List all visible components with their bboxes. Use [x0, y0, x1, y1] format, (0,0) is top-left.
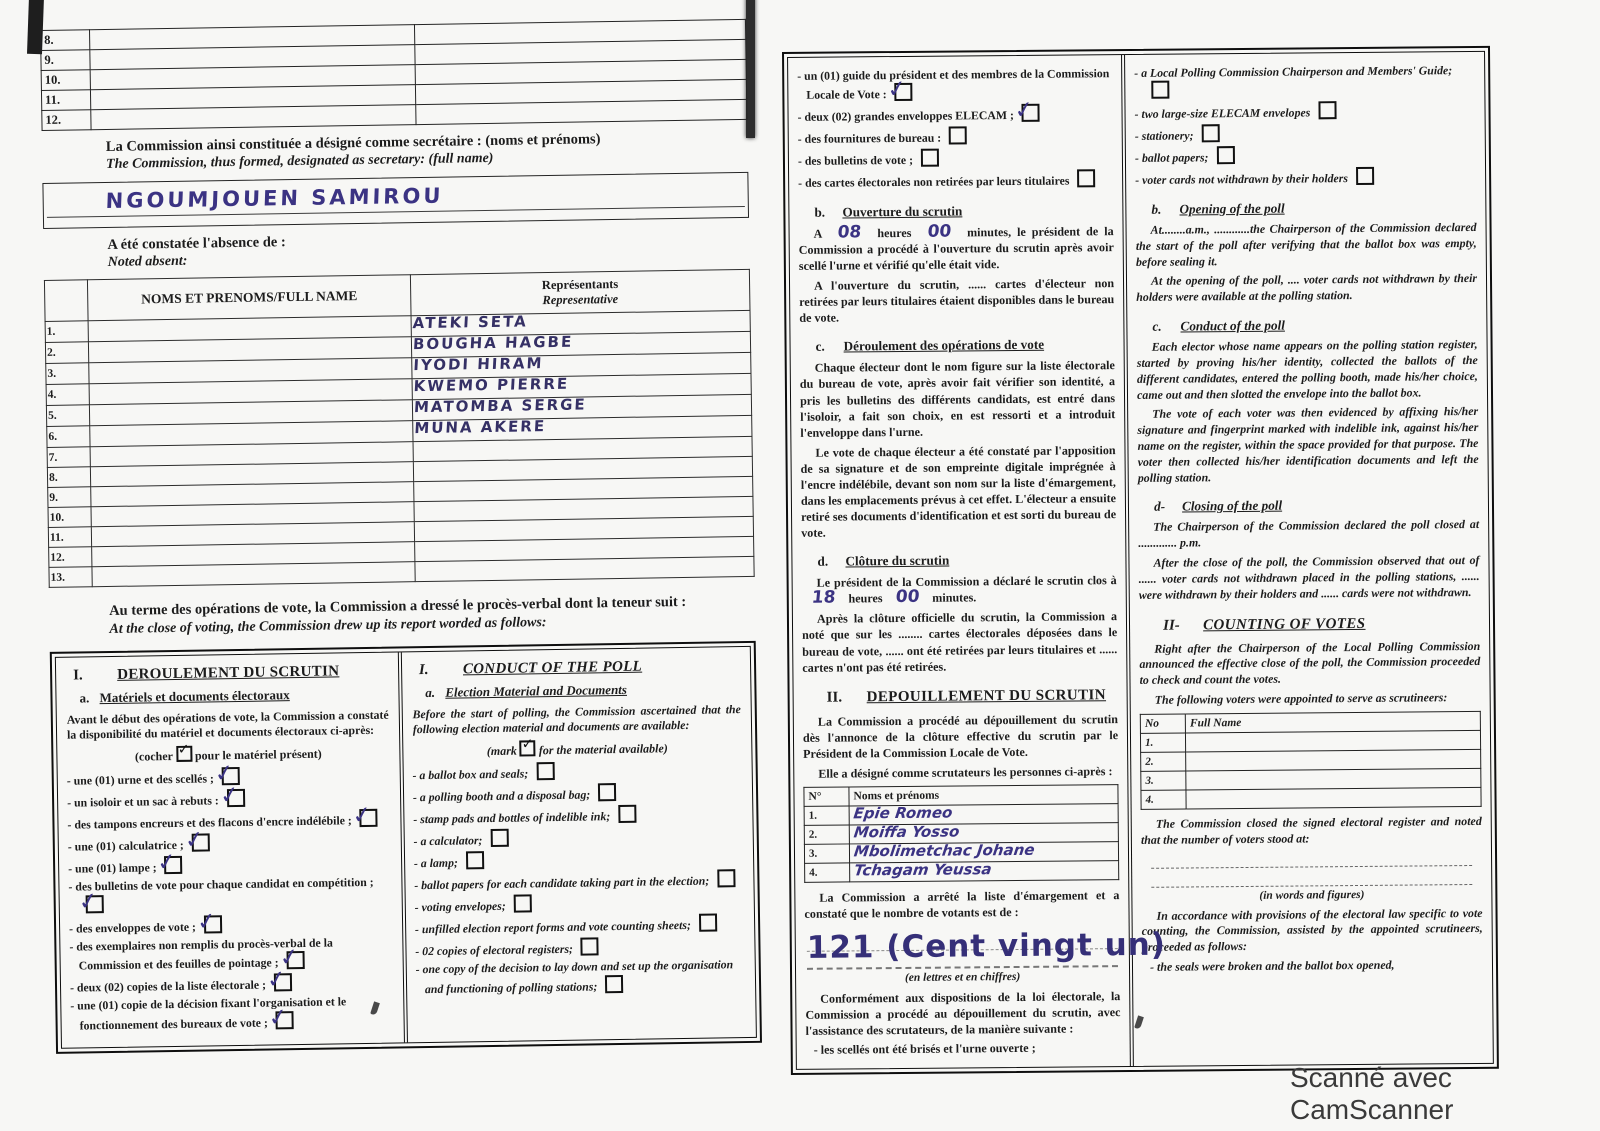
members-table-continued [40, 19, 747, 131]
checkbox-icon [490, 829, 508, 847]
checklist-item [68, 830, 392, 855]
checklist-item [413, 803, 743, 828]
closing-paragraph-fr: Le président de la Commission a déclaré le scrutin clos à 18 heures 00 minutes. [810, 573, 1117, 609]
section-title-en: I. CONDUCT OF THE POLL [418, 658, 643, 679]
heading-conduct-en: c. Conduct of the poll [1152, 317, 1285, 334]
checkbox-icon [274, 973, 292, 991]
handwritten-name: MATOMBA SERGE [413, 395, 588, 417]
handwritten-name: Moiffa Yosso [852, 822, 961, 842]
item-label: - a polling booth and a disposal bag; [413, 787, 591, 804]
item-label: - des exemplaires non remplis du procès-verbal de la Commission et des feuilles de pointage ; [69, 935, 333, 973]
checklist-item [414, 847, 744, 872]
opening-cards-paragraph-fr: A l'ouverture du scrutin, ...... cartes d'électeur non retirées par leurs titulaires étaient disponibles dans le bureau de vote. [799, 276, 1115, 326]
table-row: 3. Mbolimetchac Johane [804, 842, 1118, 864]
handwritten-name: KWEMO PIERRE [413, 374, 570, 396]
table-header: No Full Name [1140, 711, 1480, 733]
heading-closing-fr: d. Clôture du scrutin [817, 552, 950, 569]
table-row: 13. [49, 556, 754, 587]
scrutineer-cell [850, 861, 1119, 882]
item-label: - une (01) lampe ; [68, 860, 157, 875]
checklist-item [67, 786, 391, 811]
checkbox-icon [164, 856, 182, 874]
checkbox-icon [466, 851, 484, 869]
secretary-label-fr: La Commission ainsi constituée a désigné comme secrétaire : (noms et prénoms) [105, 131, 601, 155]
checkbox-icon [1151, 81, 1169, 99]
checklist-item [413, 781, 743, 806]
absent-label-en: Noted absent: [107, 253, 188, 270]
opening-paragraph-fr: A 08 heures 00 minutes, le président de la Commission a procédé à l'ouverture du scrutin après avoir scellé l'urne et vérifié qu'elle était vide. [798, 221, 1114, 273]
checklist-item [412, 759, 742, 784]
seals-bullet-fr: - les scellés ont été brisés et l'urne ouverte ; [813, 1041, 1036, 1058]
counting-procedure-paragraph-fr: Conformément aux dispositions de la loi électorale, la Commission a procédé au dépouillement du scrutin, avec l'assistance des scrutateurs, de la manière suivante : [805, 989, 1121, 1039]
item-label: - des bulletins de vote pour chaque candidat en compétition ; [68, 875, 373, 894]
checkbox-icon [204, 915, 222, 933]
counting-paragraph2-en: The following voters were appointed to serve as scrutineers: [1154, 690, 1448, 707]
table-row: 6. MUNA AKERE [47, 415, 752, 447]
checklist-item [67, 808, 391, 833]
checklist-item [415, 913, 745, 938]
item-label: - deux (02) copies de la liste électorale ; [70, 978, 266, 995]
checkbox-icon [1022, 104, 1040, 122]
subsection-title-fr: a. Matériels et documents électoraux [79, 687, 290, 706]
conduct-paragraph2-fr: Le vote de chaque électeur a été constaté par l'apposition de sa signature et de son empreinte digitale imprégnée à l'encre indélébile, devant son nom sur la liste d'émargement, dans les emplacements prévus à cet effet. L'électeur a ensuite retiré ses documents d'identification et est sorti du bureau de vote. [800, 442, 1117, 540]
checklist-item [798, 147, 1113, 169]
header-fullname: NOMS ET PRENOMS/FULL NAME [87, 275, 411, 321]
closing-cards-paragraph-en: After the close of the poll, the Commission observed that out of ...... voter cards not withdrawn placed in the polling stations, ...... were withdrawn by their holders and ...... cards were not withdrawn. [1138, 553, 1480, 602]
checked-box-icon [520, 740, 536, 756]
secretary-name-box [42, 172, 749, 229]
closing-cards-paragraph-fr: Après la clôture officielle du scrutin, la Commission a noté que sur les ........ cartes électorales déposées dans le bureau de vote, ...... ont été retirées par leurs titulaires et ...... cartes n'ont pas été retirées. [802, 609, 1118, 675]
checked-box-icon [176, 745, 192, 761]
empty-cell [91, 105, 416, 130]
handwritten-name: ATEKI SETA [412, 312, 529, 333]
checklist-item [68, 875, 392, 915]
item-label: - stationery; [1135, 129, 1194, 144]
conduct-paragraph2-en: The vote of each voter was then evidenced by affixing his/her signature and fingerprint marked with indelible ink, against his/her name on the register, within the space provided for that purpose. The voter then collected his/her identification documents and left the polling station. [1137, 404, 1479, 485]
seals-bullet-en: - the seals were broken and the ballot box opened, [1150, 957, 1395, 974]
checklist-item [70, 972, 394, 997]
table-row: 10. [48, 496, 753, 527]
checkbox-icon [286, 951, 304, 969]
checkbox-icon [1077, 170, 1095, 188]
poll-report-box [782, 46, 1499, 1076]
heading-conduct-fr: c. Déroulement des opérations de vote [815, 337, 1045, 355]
conduct-box-english-column [401, 647, 756, 1042]
item-label: - a calculator; [414, 833, 483, 848]
checkbox-icon [360, 809, 378, 827]
heading-opening-en: b. Opening of the poll [1151, 200, 1285, 217]
scrutineers-table-en [1140, 711, 1482, 810]
conduct-paragraph1-en: Each elector whose name appears on the polling station register, started by proving his/her identity, collected the ballots of the different candidates, entered the polling booth, made his/her choice, came out and then slotted the envelope into the ballot box. [1136, 336, 1478, 402]
checklist-item [414, 869, 744, 894]
checklist-item [1135, 122, 1476, 145]
checkbox-icon [598, 783, 616, 801]
mark-instruction-en: (mark ✓ for the material available) [412, 737, 742, 760]
checkbox-icon [895, 83, 913, 101]
table-row: 1. [1141, 730, 1481, 752]
item-label: - une (01) calculatrice ; [68, 838, 184, 854]
checkbox-icon [949, 127, 967, 145]
checklist-item [1135, 100, 1476, 123]
row-number: 10. [41, 70, 90, 91]
checkbox-icon [86, 895, 104, 913]
right-page [782, 46, 1499, 1076]
item-label: - ballot papers; [1135, 151, 1209, 166]
item-label: - des cartes électorales non retirées par leurs titulaires [798, 174, 1069, 190]
checkbox-icon [227, 789, 245, 807]
table-row: 4. Tchagam Yeussa [805, 861, 1119, 883]
counting-paragraph2-fr: Elle a désigné comme scrutateurs les personnes ci-après : [818, 764, 1113, 781]
header-empty [44, 280, 88, 322]
item-label: - une (01) copie de la décision fixant l'organisation et le fonctionnement des bureaux de vote ; [70, 995, 346, 1033]
empty-cell [416, 99, 747, 124]
closing-note-fr: Au terme des opérations de vote, la Commission a dressé le procès-verbal dont la teneur suit : [109, 593, 687, 619]
absent-table [44, 269, 755, 588]
item-label: - un (01) guide du président et des membres de la Commission Locale de Vote : [797, 66, 1109, 102]
heading-counting-en: II- COUNTING OF VOTES [1163, 615, 1366, 634]
voters-count-paragraph-en: The Commission closed the signed electoral register and noted that the number of voters stood at: [1140, 813, 1482, 847]
checklist-item [69, 934, 393, 974]
intro-paragraph-fr: Avant le début des opérations de vote, la Commission a constaté la disponibilité du matériel et documents électoraux ci-après: [66, 707, 389, 742]
checkbox-icon [192, 833, 210, 851]
checkbox-icon [581, 937, 599, 955]
checklist-item [1134, 62, 1475, 100]
blank-line [1151, 869, 1472, 888]
checkbox-icon [618, 805, 636, 823]
checkbox-icon [699, 914, 717, 932]
checklist-item [414, 891, 744, 916]
table-row: 2. BOUGHA HAGBE [45, 331, 750, 363]
absent-label-fr: A été constatée l'absence de : [107, 234, 286, 253]
item-label: - voter cards not withdrawn by their holders [1135, 171, 1348, 187]
row-number: 9. [41, 50, 90, 71]
header-representative: Représentants Representative [410, 269, 750, 315]
subsection-title-en: a. Election Material and Documents [425, 681, 628, 701]
item-label: - des fournitures de bureau : [798, 131, 942, 146]
handwritten-name: Epie Romeo [852, 803, 954, 823]
checklist-item [70, 994, 394, 1034]
checkbox-icon [276, 1011, 294, 1029]
checklist-item [69, 912, 393, 937]
item-label: - stamp pads and bottles of indelible ink; [413, 809, 610, 826]
table-row: 7. [47, 436, 752, 467]
counting-paragraph1-fr: La Commission a procédé au dépouillement du scrutin dès l'annonce de la clôture effective du scrutin par le Président de la Commission Locale de Vote. [802, 711, 1119, 761]
checklist-item [797, 66, 1112, 104]
item-label: - un isoloir et un sac à rebuts : [67, 793, 219, 809]
handwritten-name: MUNA AKERE [413, 417, 547, 438]
closing-note-en: At the close of voting, the Commission drew up its report worded as follows: [109, 615, 547, 637]
report-french-column [788, 55, 1167, 1069]
item-label: - des tampons encreurs et des flacons d'encre indélébile ; [67, 813, 352, 831]
secretary-label-en: The Commission, thus formed, designated as secretary: (full name) [106, 150, 494, 172]
table-row: 11. [48, 516, 753, 547]
table-row: 3. IYODI HIRAM [46, 352, 751, 384]
item-label: - une (01) urne et des scellés ; [67, 771, 214, 787]
checklist-item [1135, 144, 1476, 167]
conduct-box [50, 641, 762, 1054]
checklist-item [68, 852, 392, 877]
table-row: 2. Moiffa Yosso [804, 823, 1118, 845]
report-english-column [1124, 52, 1493, 1066]
item-label: - des enveloppes de vote ; [69, 919, 196, 935]
item-label: - ballot papers for each candidate taking part in the election; [414, 874, 709, 893]
opening-cards-paragraph-en: At the opening of the poll, .... voter cards not withdrawn by their holders were available at the polling station. [1136, 271, 1478, 305]
counting-procedure-paragraph-en: In accordance with provisions of the electoral law specific to vote counting, the Commission, assisted by the appointed scrutineers, proceeded as follows: [1141, 905, 1483, 955]
table-row: 1. Epie Romeo [804, 804, 1118, 826]
heading-closing-en: d- Closing of the poll [1153, 498, 1283, 515]
intro-paragraph-en: Before the start of polling, the Commission ascertained that the following election material and documents are available: [412, 702, 741, 737]
caption-words-figures-en: (in words and figures) [1259, 888, 1365, 902]
item-label: - deux (02) grandes enveloppes ELECAM ; [798, 108, 1014, 124]
checklist-item [415, 935, 745, 960]
item-label: - a lamp; [414, 855, 458, 870]
checklist-item [798, 169, 1113, 191]
closing-paragraph-en: The Chairperson of the Commission declared the poll closed at ............. p.m. [1138, 517, 1480, 551]
checkbox-icon [1216, 146, 1234, 164]
voters-count-paragraph-fr: La Commission a arrêté la liste d'émargement et a constaté que le nombre de votants est de : [804, 888, 1120, 921]
heading-opening-fr: b. Ouverture du scrutin [814, 203, 963, 220]
row-number: 11. [41, 90, 90, 111]
checkbox-icon [536, 762, 554, 780]
table-row: 3. [1141, 768, 1481, 790]
table-header: N° Noms et prénoms [804, 785, 1118, 807]
opening-paragraph-en: At........a.m., ............the Chairperson of the Commission declared the start of the poll after verifying that the ballot box was empty, before sealing it. [1135, 219, 1477, 269]
checkbox-icon [514, 894, 532, 912]
checkbox-icon [605, 975, 623, 993]
item-label: - voting envelopes; [415, 899, 506, 914]
checkbox-icon [1201, 124, 1219, 142]
checkbox-icon [1318, 101, 1336, 119]
checklist-item [1135, 166, 1476, 189]
caption-words-figures-fr: (en lettres et en chiffres) [904, 971, 1021, 985]
voters-count-line [806, 926, 1167, 970]
table-row: 1. ATEKI SETA [45, 310, 750, 342]
conduct-box-french-column [56, 652, 405, 1047]
table-row: 5. MATOMBA SERGE [46, 394, 751, 426]
item-label: - a Local Polling Commission Chairperson and Members' Guide; [1134, 63, 1452, 80]
row-number: 12. [42, 110, 91, 131]
conduct-paragraph1-fr: Chaque électeur dont le nom figure sur la liste électorale du bureau de vote, après avoir fait vérifier son identité, a pris les bulletins des différents candidats, est entré dans l'isoloir, a fait son choix, en est ressorti et a introduit l'enveloppe dans l'urne. [799, 358, 1116, 440]
checkbox-icon [921, 149, 939, 167]
checkbox-icon [717, 869, 735, 887]
row-number: 8. [41, 30, 90, 51]
checklist-item [797, 103, 1112, 125]
checklist-item [413, 825, 743, 850]
secretary-name-handwritten: NGOUMJOUEN SAMIROU [105, 183, 444, 213]
scrutineer-cell [849, 804, 1118, 825]
blank-line [1151, 850, 1472, 869]
item-label: - des bulletins de vote ; [798, 153, 913, 168]
table-row: 2. [1141, 749, 1481, 771]
camscanner-watermark: Scanné avec CamScanner [1290, 1062, 1454, 1125]
handwritten-name: IYODI HIRAM [412, 354, 544, 375]
handwritten-name: Tchagam Yeussa [853, 860, 993, 880]
item-label: - a ballot box and seals; [412, 766, 528, 782]
table-row: 8. [47, 456, 752, 487]
mark-instruction-fr: (cocher ✓ pour le matériel présent) [66, 742, 390, 765]
heading-counting-fr: II. DEPOUILLEMENT DU SCRUTIN [826, 686, 1107, 706]
handwritten-name: BOUGHA HAGBE [412, 332, 574, 354]
checklist-item [798, 125, 1113, 147]
item-label: - two large-size ELECAM envelopes [1135, 106, 1311, 122]
handwritten-voters-count: 121 (Cent vingt un) [806, 926, 1167, 966]
handwritten-name: Mbolimetchac Johane [852, 840, 1036, 861]
table-row: 12. [49, 536, 754, 567]
counting-paragraph1-en: Right after the Chairperson of the Local Polling Commission announced the effective close of the poll, the Commission proceeded to check and count the votes. [1139, 638, 1481, 688]
item-label: - unfilled election report forms and vote counting sheets; [415, 918, 691, 936]
item-label: - one copy of the decision to lay down and set up the organisation and functioning of polling stations; [416, 957, 734, 995]
table-row: 4. KWEMO PIERRE [46, 373, 751, 405]
left-page [40, 19, 762, 1054]
item-label: - 02 copies of electoral registers; [415, 942, 573, 958]
section-title-fr: I. DEROULEMENT DU SCRUTIN [73, 663, 340, 684]
table-row: 9. [48, 476, 753, 507]
checkbox-icon [1356, 167, 1374, 185]
scrutineers-table-fr [803, 784, 1119, 883]
checklist-item [416, 957, 747, 997]
table-row: 4. [1141, 787, 1481, 809]
